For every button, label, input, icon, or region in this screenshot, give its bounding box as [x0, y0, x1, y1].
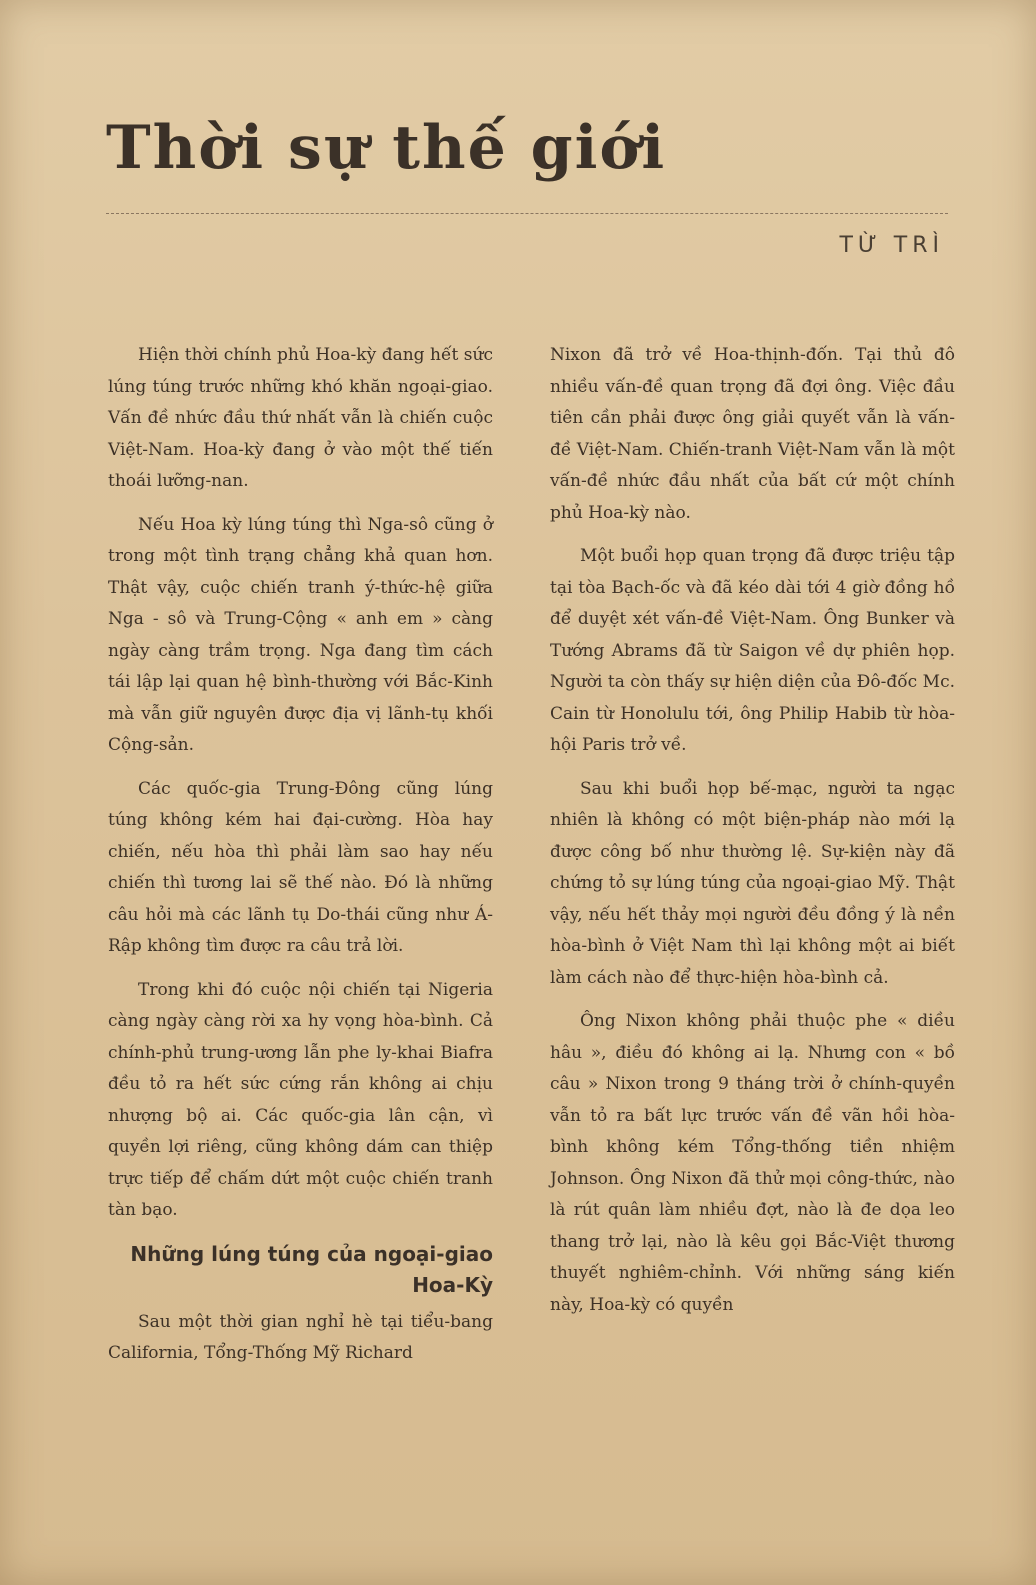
section-subheading: Những lúng túng của ngoại-giao Hoa-Kỳ [130, 1241, 493, 1297]
paragraph: Trong khi đó cuộc nội chiến tại Nigeria càng ngày càng rời xa hy vọng hòa-bình. Cả chính-phủ trung-ương lẫn phe ly-khai Biafra đều tỏ ra hết sức cứng rắn không ai chịu nhượng bộ ai. Các quốc-gia lân cận, vì quyền lợi riêng, cũng không dám can thiệp trực tiếp để chấm dứt một cuộc chiến tranh tàn bạo. [108, 979, 493, 1220]
right-column [550, 340, 955, 1333]
paragraph: Các quốc-gia Trung-Đông cũng lúng túng không kém hai đại-cường. Hòa hay chiến, nếu hòa thì phải làm sao hay nếu chiến thì tương lai sẽ thế nào. Đó là những câu hỏi mà các lãnh tụ Do-thái cũng như Á-Rập không tìm được ra câu trả lời. [108, 778, 493, 956]
paragraph: Ông Nixon không phải thuộc phe « diều hâu », điều đó không ai lạ. Nhưng con « bồ câu » Nixon trong 9 tháng trời ở chính-quyền vẫn tỏ ra bất lực trước vấn đề vãn hồi hòa-bình không kém Tổng-thống tiền nhiệm Johnson. Ông Nixon đã thử mọi công-thức, nào là rút quân làm nhiều đợt, nào là đe dọa leo thang trở lại, nào là kêu gọi Bắc-Việt thương thuyết nghiêm-chỉnh. Với những sáng kiến này, Hoa-kỳ có quyền [550, 1011, 955, 1315]
paragraph-continuation: Nixon đã trở về Hoa-thịnh-đốn. Tại thủ đô nhiều vấn-đề quan trọng đã đợi ông. Việc đầu tiên cần phải được ông giải quyết vẫn là vấn-đề Việt-Nam. Chiến-tranh Việt-Nam vẫn là một vấn-đề nhức đầu nhất của bất cứ một chính phủ Hoa-kỳ nào. [550, 345, 955, 523]
left-column [108, 340, 493, 1382]
paragraph: Một buổi họp quan trọng đã được triệu tập tại tòa Bạch-ốc và đã kéo dài tới 4 giờ đồng hồ để duyệt xét vấn-đề Việt-Nam. Ông Bunker và Tướng Abrams đã từ Saigon về dự phiên họp. Người ta còn thấy sự hiện diện của Đô-đốc Mc. Cain từ Honolulu tới, ông Philip Habib từ hòa-hội Paris trở về. [550, 546, 955, 755]
article-byline: TỪ TRÌ [839, 233, 944, 258]
title-divider [106, 213, 948, 214]
paragraph: Hiện thời chính phủ Hoa-kỳ đang hết sức lúng túng trước những khó khăn ngoại-giao. Vấn đề nhức đầu thứ nhất vẫn là chiến cuộc Việt-Nam. Hoa-kỳ đang ở vào một thế tiến thoái lưỡng-nan. [108, 345, 493, 491]
paragraph: Nếu Hoa kỳ lúng túng thì Nga-sô cũng ở trong một tình trạng chẳng khả quan hơn. Thật vậy, cuộc chiến tranh ý-thức-hệ giữa Nga - sô và Trung-Cộng « anh em » càng ngày càng trầm trọng. Nga đang tìm cách tái lập lại quan hệ bình-thường với Bắc-Kinh mà vẫn giữ nguyên được địa vị lãnh-tụ khối Cộng-sản. [108, 514, 493, 755]
paragraph: Sau một thời gian nghỉ hè tại tiểu-bang California, Tổng-Thống Mỹ Richard [108, 1311, 493, 1363]
paragraph: Sau khi buổi họp bế-mạc, người ta ngạc nhiên là không có một biện-pháp nào mới lạ được công bố như thường lệ. Sự-kiện này đã chứng tỏ sự lúng túng của ngoại-giao Mỹ. Thật vậy, nếu hết thảy mọi người đều đồng ý là nền hòa-bình ở Việt Nam thì lại không một ai biết làm cách nào để thực-hiện hòa-bình cả. [550, 778, 955, 988]
article-title: Thời sự thế giới [106, 113, 667, 183]
